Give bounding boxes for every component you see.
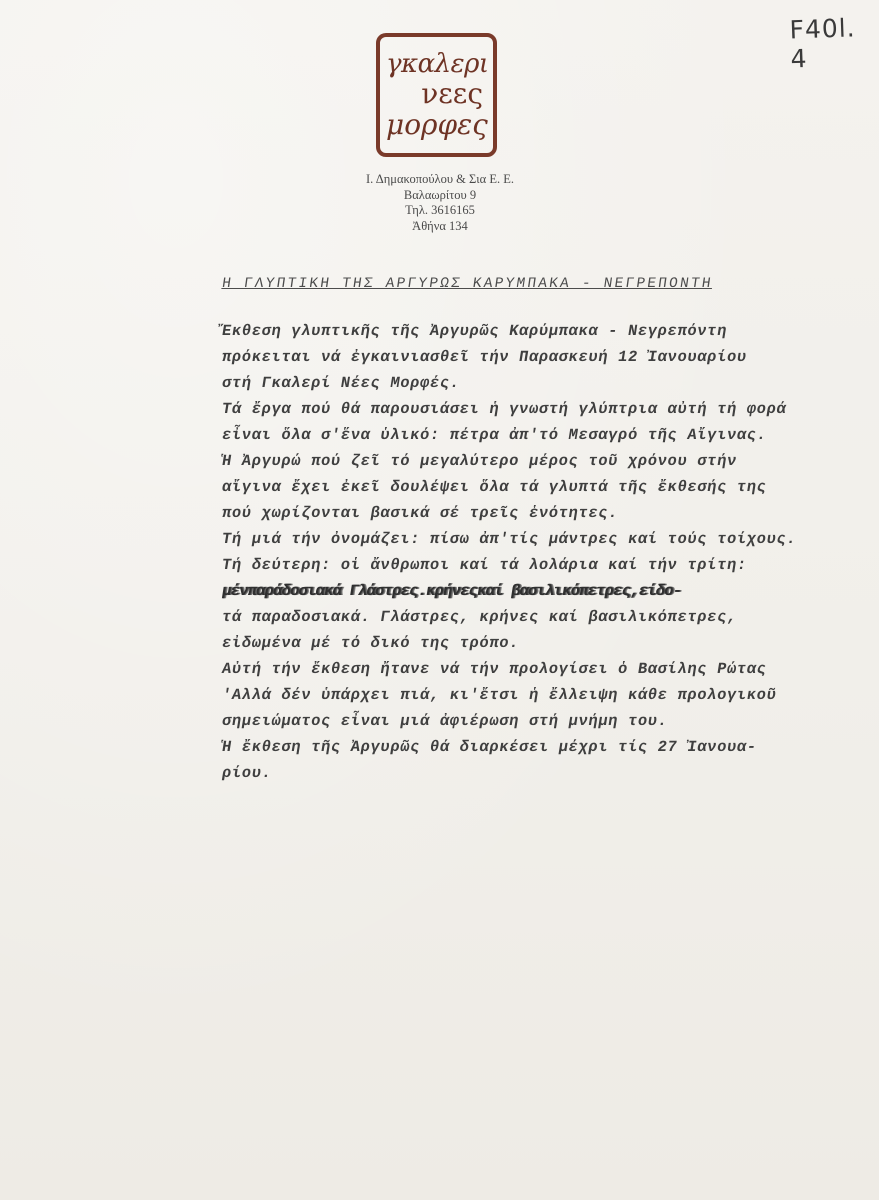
body-line: εἰδωμένα μέ τό δικό της τρόπο. xyxy=(220,634,521,652)
body-line: τά παραδοσιακά. Γλάστρες, κρήνες καί βασιλικόπετρες, xyxy=(220,608,739,626)
body-line: Αὐτή τήν ἔκθεση ἤτανε νά τήν προλογίσει ὁ Βασίλης Ρώτας xyxy=(220,660,769,678)
body-line: σημειώματος εἶναι μιά ἀφιέρωση στή μνήμη του. xyxy=(220,712,670,730)
body-line: Τή δεύτερη: οἱ ἄνθρωποι καί τά λολάρια καί τήν τρίτη: xyxy=(220,556,749,574)
body-line: Ἡ Ἀργυρώ πού ζεῖ τό μεγαλύτερο μέρος τοῦ χρόνου στήν xyxy=(220,452,739,470)
address-phone: Τηλ. 3616165 xyxy=(405,203,475,217)
logo-line-1: γκαλερι xyxy=(386,49,489,79)
logo-line-3: μορφες xyxy=(386,108,488,141)
body-line: Ἡ ἔκθεση τῆς Ἀργυρῶς θά διαρκέσει μέχρι τίς 27 Ἰανουα- xyxy=(220,738,759,756)
address-city: Ἀθήνα 134 xyxy=(412,218,468,233)
body-line: στή Γκαλερί Νέες Μορφές. xyxy=(220,374,462,392)
gallery-logo xyxy=(376,33,497,157)
body-line: Ἔκθεση γλυπτικῆς τῆς Ἀργυρῶς Καρύμπακα - Νεγρεπόντη xyxy=(220,322,729,340)
body-line: εἶναι ὅλα σ'ἕνα ὑλικό: πέτρα ἀπ'τό Μεσαγρό τῆς Αἴγινας. xyxy=(220,426,769,444)
document-title: Η ΓΛΥΠΤΙΚΗ ΤΗΣ ΑΡΓΥΡΩΣ ΚΑΡΥΜΠΑΚΑ - ΝΕΓΡΕΠΟΝΤΗ xyxy=(220,276,714,292)
logo-line-2: νεες xyxy=(421,77,483,110)
body-line: Τή μιά τήν ὀνομάζει: πίσω ἀπ'τίς μάντρες καί τούς τοίχους. xyxy=(220,530,798,548)
body-line: πρόκειται νά ἐγκαινιασθεῖ τήν Παρασκευή 12 Ἰανουαρίου xyxy=(220,348,749,366)
body-line: ρίου. xyxy=(220,764,273,782)
document-body xyxy=(222,318,842,786)
body-line: 'Αλλά δέν ὑπάρχει πιά, κι'ἔτσι ἡ ἔλλειψη κάθε προλογικοῦ xyxy=(220,686,778,704)
letterhead-address xyxy=(320,172,560,234)
body-line: αἴγινα ἔχει ἐκεῖ δουλέψει ὅλα τά γλυπτά τῆς ἔκθεσής της xyxy=(220,478,769,496)
body-line-overstruck: μένπαράδοσιακά Γλάστρες.κρήνεςκαί βασιλικόπετρες,είδο- xyxy=(220,582,683,600)
address-company: Ι. Δημακοπούλου & Σια Ε. Ε. xyxy=(365,172,514,186)
handwritten-reference-note: F40l. 4 xyxy=(789,13,857,74)
body-line: πού χωρίζονται βασικά σέ τρεῖς ἑνότητες. xyxy=(220,504,620,522)
body-line: Τά ἔργα πού θά παρουσιάσει ἡ γνωστή γλύπτρια αὐτή τή φορά xyxy=(220,400,788,418)
address-street: Βαλαωρίτου 9 xyxy=(403,187,477,202)
